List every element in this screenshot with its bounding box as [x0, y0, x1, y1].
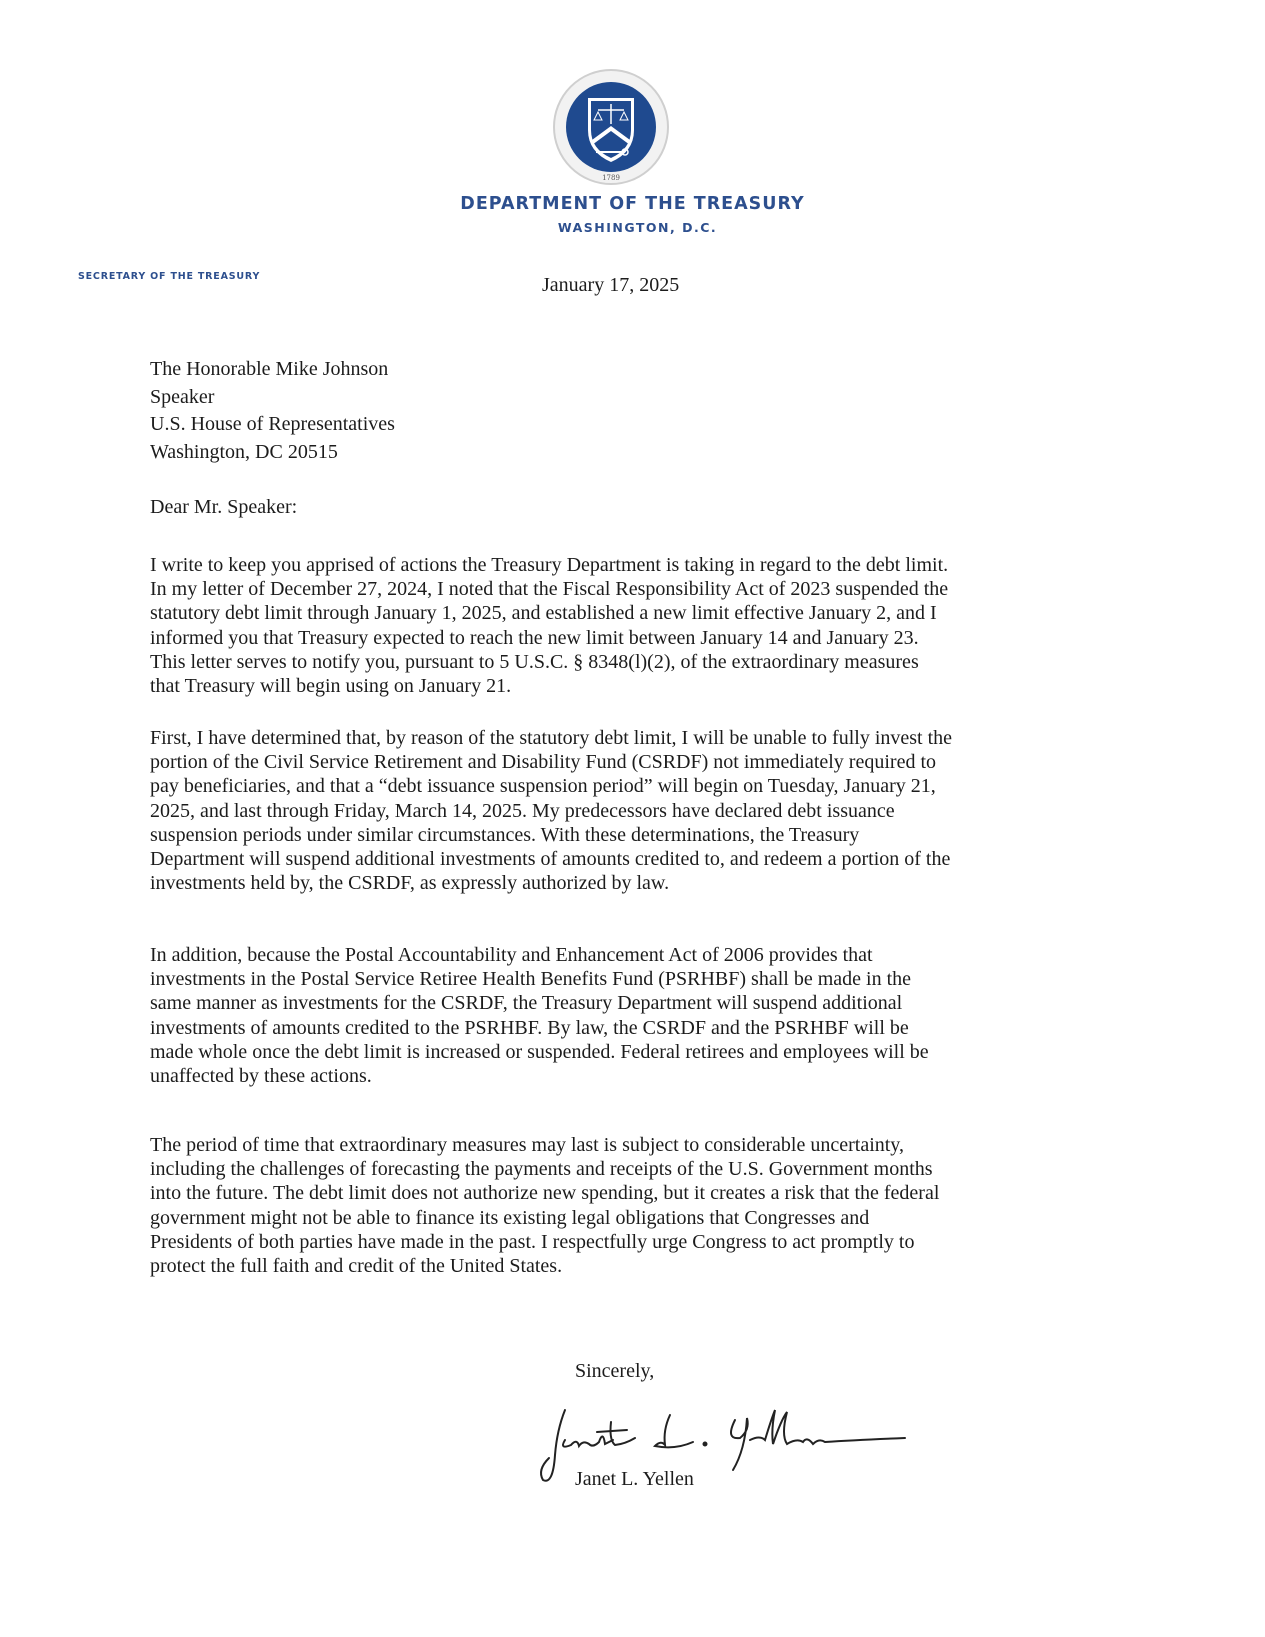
- paragraph-3: [150, 943, 929, 1088]
- text-line: made whole once the debt limit is increased or suspended. Federal retirees and employees will be: [150, 1040, 929, 1063]
- text-line: The period of time that extraordinary measures may last is subject to considerable uncertainty,: [150, 1134, 905, 1156]
- department-city: WASHINGTON, D.C.: [557, 220, 718, 235]
- address-line: Washington, DC 20515: [150, 440, 338, 463]
- text-line: statutory debt limit through January 1, 2025, and established a new limit effective January 2, and I: [150, 602, 937, 625]
- text-line: into the future. The debt limit does not authorize new spending, but it creates a risk that the federal: [150, 1182, 940, 1205]
- text-line: including the challenges of forecasting the payments and receipts of the U.S. Government months: [150, 1158, 933, 1181]
- text-line: unaffected by these actions.: [150, 1065, 372, 1088]
- salutation: Dear Mr. Speaker:: [150, 496, 298, 518]
- letter-date: January 17, 2025: [542, 274, 680, 296]
- text-line: In my letter of December 27, 2024, I noted that the Fiscal Responsibility Act of 2023 suspended the: [150, 578, 949, 601]
- text-line: that Treasury will begin using on January 21.: [150, 675, 512, 698]
- text-line: portion of the Civil Service Retirement and Disability Fund (CSRDF) not immediately required to: [150, 751, 936, 774]
- text-line: First, I have determined that, by reason of the statutory debt limit, I will be unable to fully invest the: [150, 727, 953, 749]
- text-line: informed you that Treasury expected to reach the new limit between January 14 and January 23.: [150, 626, 919, 649]
- text-line: In addition, because the Postal Accountability and Enhancement Act of 2006 provides that: [150, 944, 873, 966]
- address-line: The Honorable Mike Johnson: [150, 358, 389, 380]
- paragraph-1: [150, 553, 948, 698]
- paragraph-2: [150, 726, 952, 895]
- closing: Sincerely,: [575, 1360, 655, 1382]
- text-line: protect the full faith and credit of the United States.: [150, 1255, 563, 1278]
- paragraph-4: [150, 1133, 939, 1278]
- svg-text:1789: 1789: [602, 174, 620, 182]
- text-line: investments held by, the CSRDF, as expressly authorized by law.: [150, 872, 670, 895]
- text-line: Department will suspend additional investments of amounts credited to, and redeem a portion of the: [150, 848, 951, 871]
- office-title: SECRETARY OF THE TREASURY: [78, 271, 261, 282]
- text-line: suspension periods under similar circumstances. With these determinations, the Treasury: [150, 823, 860, 846]
- text-line: pay beneficiaries, and that a “debt issuance suspension period” will begin on Tuesday, January 21,: [150, 775, 936, 798]
- department-heading: DEPARTMENT OF THE TREASURY: [460, 194, 805, 214]
- signer-name: Janet L. Yellen: [575, 1468, 694, 1490]
- text-line: investments of amounts credited to the PSRHBF. By law, the CSRDF and the PSRHBF will be: [150, 1016, 909, 1039]
- address-line: U.S. House of Representatives: [150, 413, 395, 435]
- text-line: I write to keep you apprised of actions the Treasury Department is taking in regard to the debt limit.: [150, 554, 949, 576]
- text-line: This letter serves to notify you, pursuant to 5 U.S.C. § 8348(l)(2), of the extraordinary measures: [150, 650, 919, 673]
- address-line: Speaker: [150, 385, 215, 408]
- text-line: investments in the Postal Service Retiree Health Benefits Fund (PSRHBF) shall be made in the: [150, 968, 911, 991]
- text-line: government might not be able to finance its existing legal obligations that Congresses and: [150, 1206, 870, 1229]
- text-line: Presidents of both parties have made in the past. I respectfully urge Congress to act promptly to: [150, 1230, 915, 1253]
- text-line: same manner as investments for the CSRDF, the Treasury Department will suspend additional: [150, 992, 903, 1015]
- text-line: 2025, and last through Friday, March 14, 2025. My predecessors have declared debt issuance: [150, 799, 895, 822]
- treasury-seal-logo: [552, 68, 670, 186]
- recipient-address: [150, 356, 395, 466]
